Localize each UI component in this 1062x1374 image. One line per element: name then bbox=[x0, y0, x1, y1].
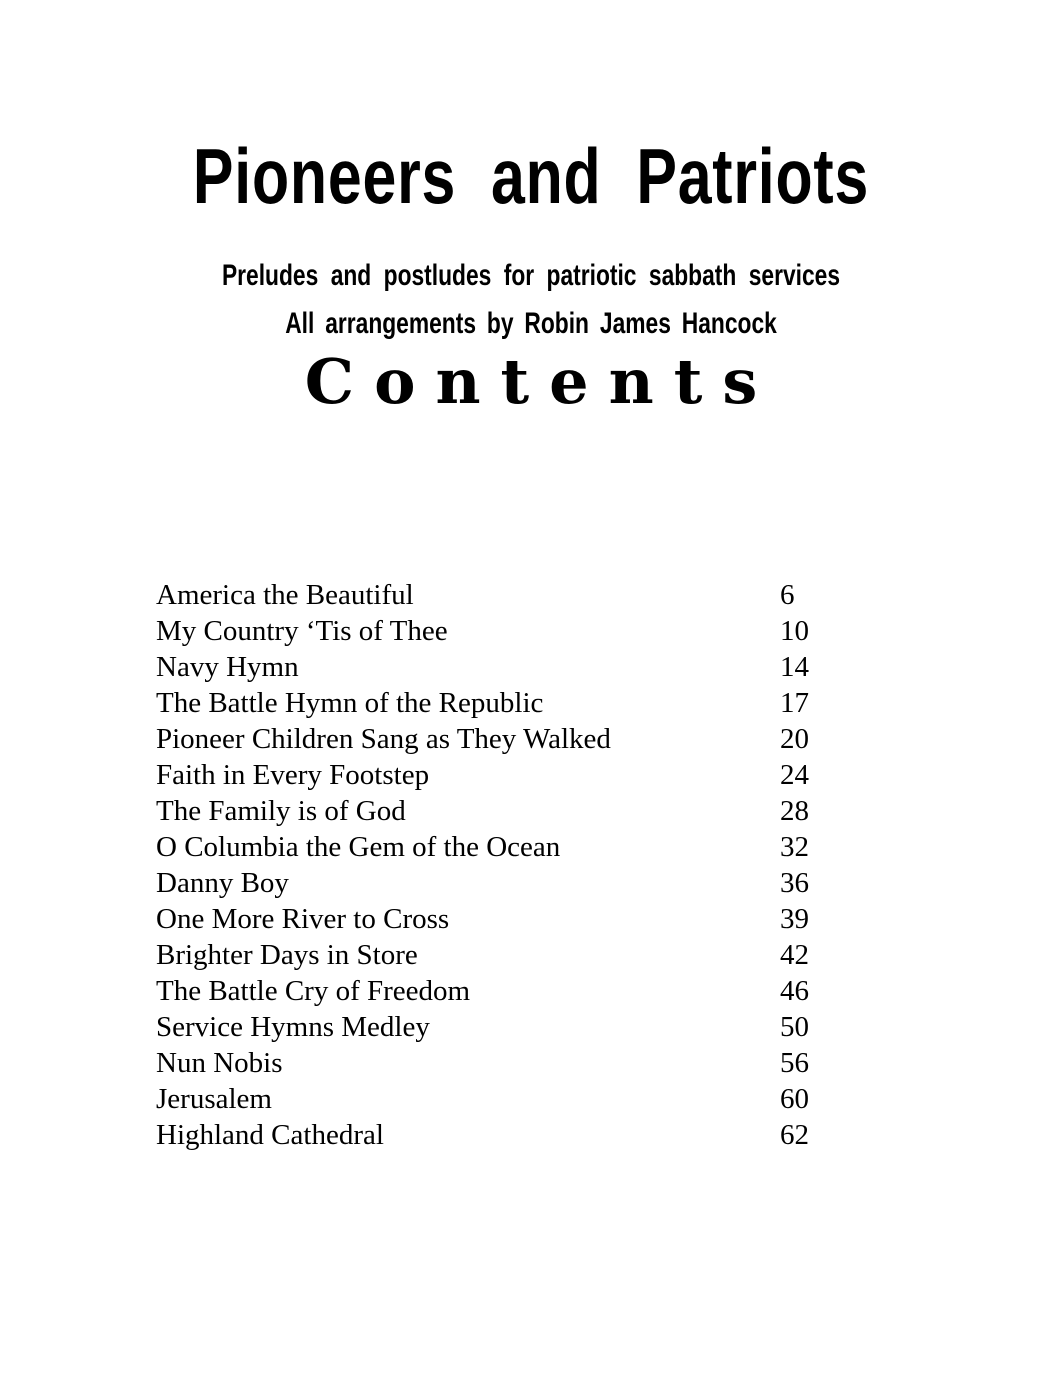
toc-entry-page: 32 bbox=[780, 831, 809, 863]
toc-entry bbox=[156, 973, 856, 1009]
toc-entry-page: 42 bbox=[780, 939, 809, 971]
toc-entry bbox=[156, 937, 856, 973]
toc-entry bbox=[156, 757, 856, 793]
toc-entry bbox=[156, 613, 856, 649]
toc-entry bbox=[156, 1081, 856, 1117]
toc-entry-title: The Battle Cry of Freedom bbox=[156, 975, 471, 1007]
document-title: Pioneers and Patriots bbox=[192, 132, 870, 220]
toc-entry-page: 36 bbox=[780, 867, 809, 899]
toc-entry bbox=[156, 1009, 856, 1045]
toc-entry-page: 6 bbox=[780, 579, 795, 611]
arranger-byline: All arrangements by Robin James Hancock bbox=[285, 307, 777, 340]
toc-entry-page: 14 bbox=[780, 651, 809, 683]
toc-entry-title: Service Hymns Medley bbox=[156, 1011, 430, 1043]
contents-heading: Contents bbox=[304, 345, 778, 418]
document-subtitle: Preludes and postludes for patriotic sabbath services bbox=[221, 259, 841, 292]
toc-entry-page: 28 bbox=[780, 795, 809, 827]
toc-entry bbox=[156, 829, 856, 865]
toc-entry-title: Highland Cathedral bbox=[156, 1119, 384, 1151]
toc-entry-page: 62 bbox=[780, 1119, 809, 1151]
table-of-contents bbox=[156, 577, 856, 1153]
toc-entry-title: America the Beautiful bbox=[156, 579, 414, 611]
toc-entry bbox=[156, 721, 856, 757]
toc-entry-page: 10 bbox=[780, 615, 809, 647]
toc-entry-title: My Country ‘Tis of Thee bbox=[156, 615, 448, 647]
toc-entry bbox=[156, 685, 856, 721]
toc-entry-page: 50 bbox=[780, 1011, 809, 1043]
toc-entry-title: Danny Boy bbox=[156, 867, 289, 899]
toc-entry-title: One More River to Cross bbox=[156, 903, 450, 935]
toc-entry-title: Pioneer Children Sang as They Walked bbox=[156, 723, 611, 755]
toc-entry-title: The Family is of God bbox=[156, 795, 406, 827]
toc-entry bbox=[156, 901, 856, 937]
toc-entry-page: 17 bbox=[780, 687, 809, 719]
toc-entry-title: Nun Nobis bbox=[156, 1047, 283, 1079]
toc-entry bbox=[156, 649, 856, 685]
toc-entry bbox=[156, 577, 856, 613]
toc-entry bbox=[156, 793, 856, 829]
toc-entry-page: 20 bbox=[780, 723, 809, 755]
toc-entry bbox=[156, 1117, 856, 1153]
toc-entry-page: 39 bbox=[780, 903, 809, 935]
toc-entry-page: 56 bbox=[780, 1047, 809, 1079]
toc-entry-title: O Columbia the Gem of the Ocean bbox=[156, 831, 561, 863]
toc-entry-title: Jerusalem bbox=[156, 1083, 272, 1115]
toc-entry-page: 60 bbox=[780, 1083, 809, 1115]
toc-entry bbox=[156, 865, 856, 901]
toc-entry-page: 46 bbox=[780, 975, 809, 1007]
toc-entry-title: Brighter Days in Store bbox=[156, 939, 418, 971]
toc-entry-title: Navy Hymn bbox=[156, 651, 299, 683]
toc-entry-title: Faith in Every Footstep bbox=[156, 759, 430, 791]
toc-entry-title: The Battle Hymn of the Republic bbox=[156, 687, 544, 719]
toc-entry-page: 24 bbox=[780, 759, 809, 791]
toc-entry bbox=[156, 1045, 856, 1081]
